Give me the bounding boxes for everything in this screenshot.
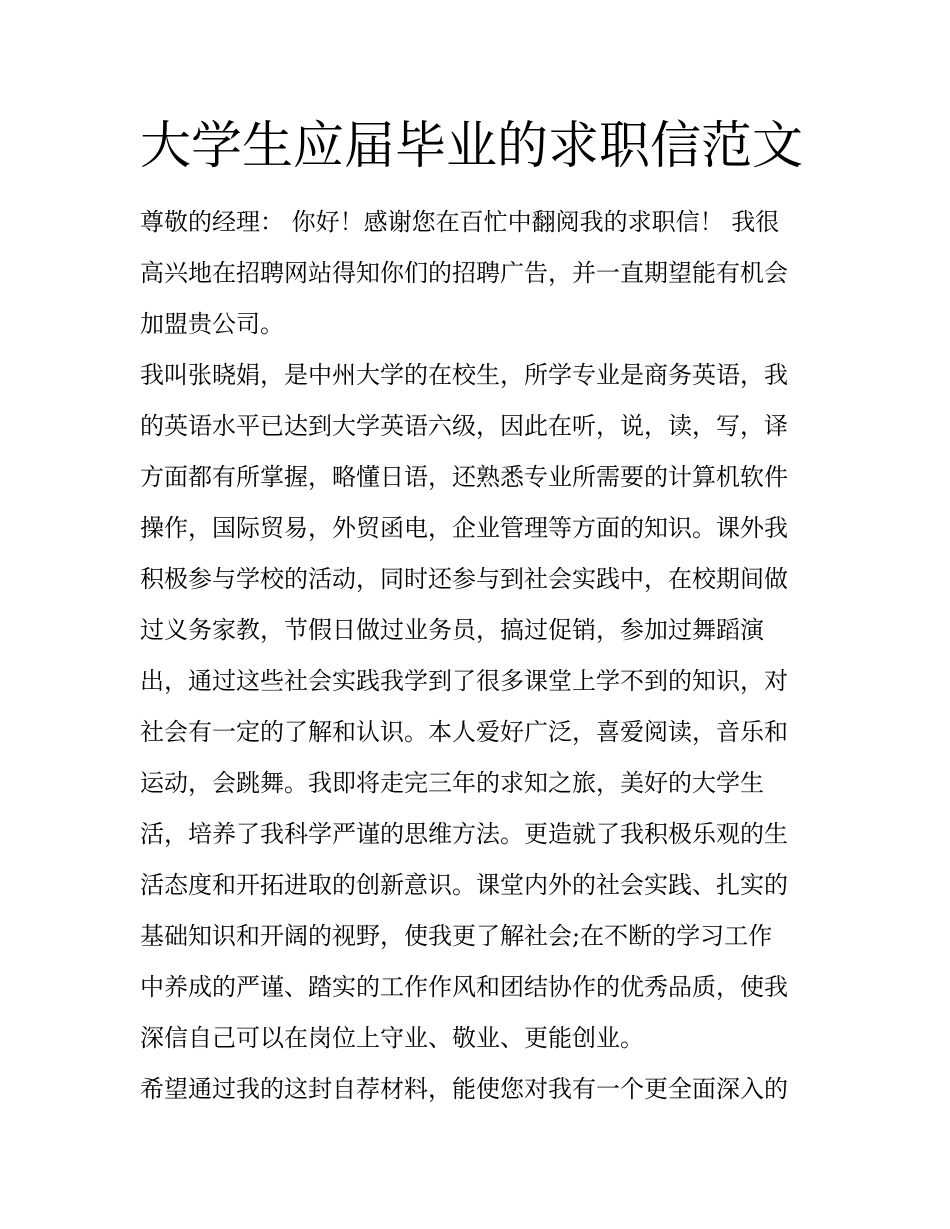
text-line: 方面都有所掌握，略懂日语，还熟悉专业所需要的计算机软件 [140,463,788,491]
text-line: 高兴地在招聘网站得知你们的招聘广告，并一直期望能有机会 [140,259,788,287]
text-line: 活，培养了我科学严谨的思维方法。更造就了我积极乐观的生 [140,820,788,848]
text-line: 加盟贵公司。 [140,310,284,338]
text-line: 出，通过这些社会实践我学到了很多课堂上学不到的知识，对 [140,667,788,695]
text-line: 过义务家教，节假日做过业务员，搞过促销，参加过舞蹈演 [140,616,764,644]
text-line: 我叫张晓娟，是中州大学的在校生，所学专业是商务英语，我 [140,361,788,389]
text-line: 希望通过我的这封自荐材料，能使您对我有一个更全面深入的 [140,1075,788,1103]
text-line: 的英语水平已达到大学英语六级，因此在听，说，读，写，译 [140,412,788,440]
text-line: 运动，会跳舞。我即将走完三年的求知之旅，美好的大学生 [140,769,764,797]
document-title: 大学生应届毕业的求职信范文 [140,117,804,176]
text-line: 活态度和开拓进取的创新意识。课堂内外的社会实践、扎实的 [140,871,788,899]
text-line: 深信自己可以在岗位上守业、敬业、更能创业。 [140,1024,644,1052]
text-line: 基础知识和开阔的视野，使我更了解社会;在不断的学习工作 [140,922,773,950]
text-line: 中养成的严谨、踏实的工作作风和团结协作的优秀品质，使我 [140,973,788,1001]
text-line: 操作，国际贸易，外贸函电，企业管理等方面的知识。课外我 [140,514,788,542]
text-line: 社会有一定的了解和认识。本人爱好广泛，喜爱阅读，音乐和 [140,718,788,746]
text-line: 尊敬的经理： 你好！感谢您在百忙中翻阅我的求职信！ 我很 [140,208,780,236]
letter-body [140,197,820,1115]
text-line: 积极参与学校的活动，同时还参与到社会实践中，在校期间做 [140,565,788,593]
